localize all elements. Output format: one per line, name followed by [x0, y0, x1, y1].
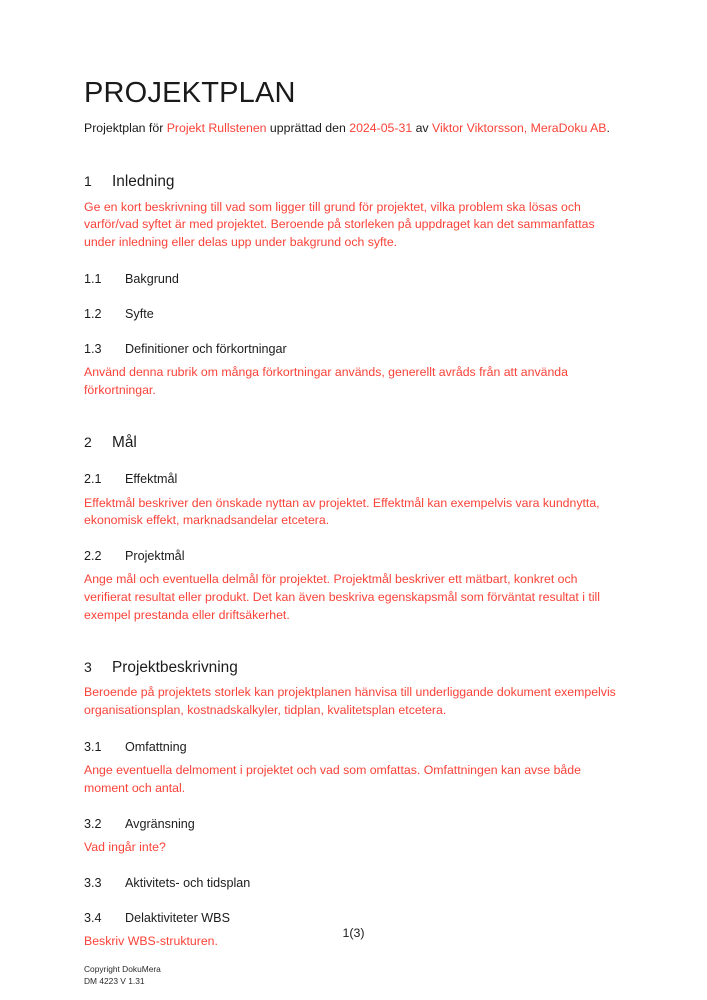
heading-number-1: 1 [84, 173, 92, 190]
heading-label-2-2: Projektmål [125, 549, 185, 564]
heading-label-1-3: Definitioner och förkortningar [125, 342, 287, 357]
document-subtitle [84, 120, 618, 137]
copyright-line-2: DM 4223 V 1.31 [84, 976, 145, 987]
heading-number-2-2: 2.2 [84, 549, 102, 564]
heading-label-2: Mål [112, 433, 137, 451]
heading-number-1-1: 1.1 [84, 272, 102, 286]
heading-label-2-1: Effektmål [125, 472, 178, 487]
paragraph-section-3-intro: Beroende på projektets storlek kan projektplanen hänvisa till underliggande dokument exempelvis organisationsplan, kostnadskalkyler, tidplan, kvalitetsplan etcetera. [84, 685, 616, 718]
copyright-block [84, 963, 161, 987]
subtitle-author: Viktor Viktorsson, MeraDoku AB [431, 121, 607, 136]
heading-label-1: Inledning [112, 173, 175, 191]
heading-number-3-2: 3.2 [84, 816, 102, 831]
subtitle-text-1: Projektplan för [84, 121, 167, 136]
heading-label-3-1: Omfattning [125, 739, 187, 754]
heading-subsection-3-1 [84, 740, 618, 755]
heading-subsection-2-2 [84, 549, 618, 564]
subtitle-text-2: upprättad den [266, 121, 350, 136]
heading-number-3-3: 3.3 [84, 875, 102, 890]
document-content [84, 78, 618, 951]
paragraph-subsection-3-2: Vad ingår inte? [84, 839, 166, 854]
heading-label-3-3: Aktivitets- och tidsplan [125, 875, 251, 890]
subtitle-project-name: Projekt Rullstenen [166, 121, 267, 136]
heading-number-2: 2 [84, 433, 92, 450]
paragraph-subsection-3-4: Beskriv WBS-strukturen. [84, 933, 218, 948]
heading-number-3-1: 3.1 [84, 739, 102, 754]
heading-section-3 [84, 659, 618, 677]
heading-label-3: Projektbeskrivning [112, 658, 238, 676]
heading-label-3-4: Delaktiviteter WBS [125, 910, 230, 925]
paragraph-section-1-intro: Ge en kort beskrivning till vad som ligger till grund för projektet, vilka problem ska lösas och varför/vad syftet är med projektet. Beroende på storleken på uppdraget kan det sammanfattas under inledning eller delas upp under bakgrund och syfte. [84, 199, 595, 250]
paragraph-subsection-1-3: Använd denna rubrik om många förkortningar används, generellt avråds från att använda förkortningar. [84, 365, 568, 398]
heading-subsection-1-1 [84, 272, 618, 287]
heading-label-1-1: Bakgrund [125, 272, 179, 286]
heading-subsection-1-2 [84, 307, 618, 322]
heading-label-1-2: Syfte [125, 307, 154, 322]
heading-subsection-3-3 [84, 876, 618, 891]
paragraph-subsection-2-1: Effektmål beskriver den önskade nyttan av projektet. Effektmål kan exempelvis vara kundnytta, ekonomisk effekt, marknadsandelar etcetera. [84, 495, 600, 528]
page-title: PROJEKTPLAN [84, 77, 296, 109]
heading-number-3-4: 3.4 [84, 910, 102, 925]
copyright-line-1: Copyright DokuMera [84, 964, 161, 974]
subtitle-text-4: . [606, 121, 610, 136]
subtitle-text-3: av [412, 121, 432, 136]
subtitle-date: 2024-05-31 [349, 121, 413, 136]
heading-section-2 [84, 434, 618, 452]
heading-label-3-2: Avgränsning [125, 816, 195, 831]
paragraph-subsection-3-1: Ange eventuella delmoment i projektet och vad som omfattas. Omfattningen kan avse både moment och antal. [84, 763, 581, 795]
heading-number-2-1: 2.1 [84, 472, 102, 487]
heading-number-3: 3 [84, 658, 92, 675]
heading-subsection-2-1 [84, 472, 618, 487]
heading-number-1-3: 1.3 [84, 342, 102, 357]
heading-section-1 [84, 173, 618, 191]
heading-subsection-3-2 [84, 817, 618, 832]
page-number: 1(3) [342, 926, 365, 940]
page-footer [0, 908, 707, 1000]
heading-subsection-1-3 [84, 342, 618, 357]
heading-number-1-2: 1.2 [84, 307, 102, 322]
paragraph-subsection-2-2: Ange mål och eventuella delmål för projektet. Projektmål beskriver ett mätbart, konkret och verifierat resultat eller produkt. Det kan även beskriva egenskapsmål som förväntat resultat i till exempel prestanda eller driftsäkerhet. [84, 572, 601, 622]
